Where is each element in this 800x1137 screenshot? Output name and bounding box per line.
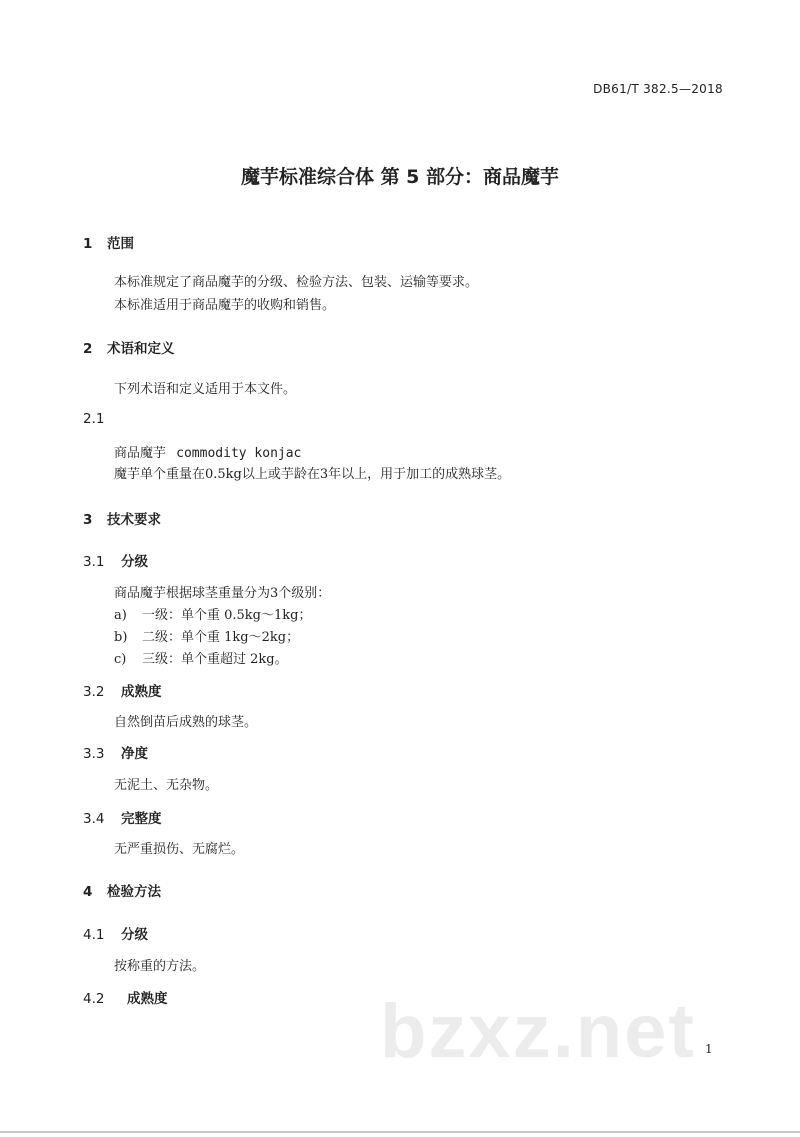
section-number: 2 (83, 341, 93, 357)
section-title: 技术要求 (107, 512, 161, 528)
section-number: 4 (83, 884, 93, 900)
section-2-paragraph-1: 下列术语和定义适用于本文件。 (114, 382, 297, 397)
section-2-1-heading: 2.1 (83, 411, 105, 427)
list-item (114, 604, 311, 623)
section-number: 4.1 (83, 927, 105, 943)
term-english: commodity konjac (176, 446, 302, 461)
section-title: 完整度 (121, 811, 162, 827)
cleanliness-text: 无泥土、无杂物。 (114, 778, 219, 793)
list-marker: b) (114, 630, 128, 645)
document-title: 魔芋标准综合体 第 5 部分：商品魔芋 (240, 166, 560, 188)
section-number: 3.3 (83, 746, 105, 762)
section-1-heading (83, 232, 134, 252)
section-number: 3 (83, 512, 93, 528)
list-item (114, 648, 288, 667)
section-title: 检验方法 (107, 884, 161, 900)
section-title: 术语和定义 (107, 341, 175, 357)
section-2-heading (83, 337, 175, 357)
section-3-3-heading (83, 742, 148, 762)
section-1-paragraph-1: 本标准规定了商品魔芋的分级、检验方法、包装、运输等要求。 (114, 275, 479, 290)
section-number: 3.1 (83, 554, 105, 570)
section-number: 3.2 (83, 684, 105, 700)
list-item (114, 626, 299, 645)
integrity-text: 无严重损伤、无腐烂。 (114, 842, 245, 857)
list-text: 一级：单个重 0.5kg～1kg； (142, 608, 312, 623)
maturity-text: 自然倒苗后成熟的球茎。 (114, 715, 258, 730)
section-3-2-heading (83, 680, 162, 700)
standard-number: DB61/T 382.5—2018 (593, 82, 723, 96)
section-1-paragraph-2: 本标准适用于商品魔芋的收购和销售。 (114, 298, 336, 313)
section-4-heading (83, 880, 161, 900)
term-definition: 魔芋单个重量在0.5kg以上或芋龄在3年以上，用于加工的成熟球茎。 (114, 467, 511, 482)
list-marker: c) (114, 652, 127, 667)
page-number: 1 (705, 1042, 713, 1056)
term-chinese: 商品魔芋 (114, 446, 167, 461)
section-4-2-heading (83, 987, 168, 1007)
section-title: 范围 (107, 236, 134, 252)
section-3-heading (83, 508, 161, 528)
section-3-4-heading (83, 807, 162, 827)
section-title: 成熟度 (127, 991, 168, 1007)
grading-method-text: 按称重的方法。 (114, 959, 206, 974)
list-text: 二级：单个重 1kg～2kg； (142, 630, 300, 645)
section-title: 分级 (121, 927, 148, 943)
grading-intro: 商品魔芋根据球茎重量分为3个级别： (114, 586, 331, 601)
section-title: 成熟度 (121, 684, 162, 700)
list-text: 三级：单个重超过 2kg。 (142, 652, 288, 667)
term-entry (114, 442, 301, 461)
section-number: 4.2 (83, 991, 105, 1007)
section-4-1-heading (83, 923, 148, 943)
page-bottom-edge (0, 1131, 800, 1133)
section-title: 分级 (121, 554, 148, 570)
section-title: 净度 (121, 746, 148, 762)
section-number: 1 (83, 236, 93, 252)
list-marker: a) (114, 608, 127, 623)
section-3-1-heading (83, 550, 148, 570)
section-number: 3.4 (83, 811, 105, 827)
site-watermark: bzxz.net (380, 989, 696, 1074)
